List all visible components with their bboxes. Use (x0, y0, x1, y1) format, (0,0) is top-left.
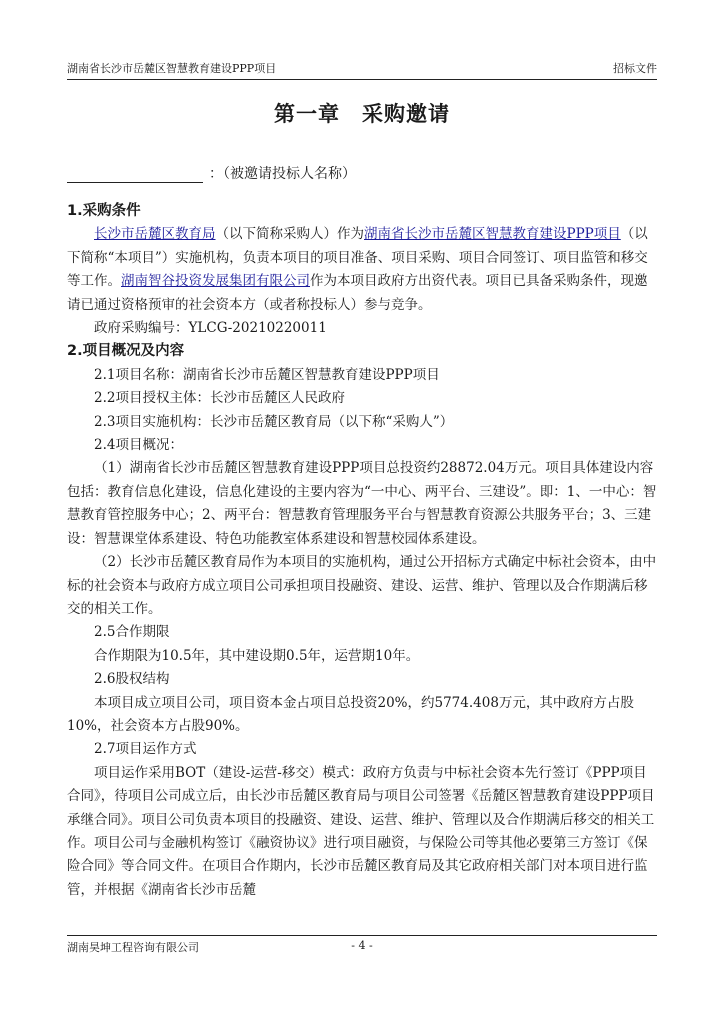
purchaser-name: 长沙市岳麓区教育局 (94, 226, 216, 243)
item-2-6: 2.6股权结构 (94, 671, 170, 688)
section-1-paragraph (67, 223, 657, 317)
text-run: 作为本项目政府方出资代表。项目已具备采购条件，现邀请已通过资格预审的社会资本方（或者称投标人）参与竞争。 (67, 273, 648, 313)
page-header (67, 58, 657, 80)
page-number: - 4 - (351, 939, 373, 952)
item-2-2: 2.2项目授权主体：长沙市岳麓区人民政府 (94, 390, 345, 407)
project-name-link: 湖南省长沙市岳麓区智慧教育建设PPP项目 (364, 226, 621, 243)
invitee-blank (67, 166, 203, 183)
item-2-7-para: 项目运作采用BOT（建设-运营-移交）模式：政府方负责与中标社会资本先行签订《PPP项目合同》，待项目公司成立后，由长沙市岳麓区教育局与项目公司签署《岳麓区智慧教育建设PPP项目承继合同》。项目公司负责本项目的投融资、建设、运营、维护、管理以及合作期满后移交的相关工作。项目公司与金融机构签订《融资协议》进行项目融资，与保险公司等其他必要第三方签订《保险合同》等合同文件。在项目合作期内，长沙市岳麓区教育局及其它政府相关部门对本项目进行监管，并根据《湖南省长沙市岳麓 (67, 764, 655, 898)
header-project-name: 湖南省长沙市岳麓区智慧教育建设PPP项目 (67, 62, 277, 75)
item-2-7: 2.7项目运作方式 (94, 741, 197, 758)
invitee-line (67, 163, 356, 183)
item-2-5-para: 合作期限为10.5年，其中建设期0.5年，运营期10年。 (94, 647, 420, 664)
page-footer (67, 935, 657, 955)
item-2-4: 2.4项目概况： (94, 437, 183, 454)
header-doc-type: 招标文件 (613, 62, 657, 75)
item-2-1: 2.1项目名称：湖南省长沙市岳麓区智慧教育建设PPP项目 (94, 366, 440, 383)
footer-company: 湖南昊坤工程咨询有限公司 (67, 941, 199, 954)
document-body (67, 200, 657, 902)
text-run: （以下简称采购人）作为 (215, 226, 364, 243)
item-2-4-para-1: （1）湖南省长沙市岳麓区智慧教育建设PPP项目总投资约28872.04万元。项目具体建设内容包括：教育信息化建设，信息化建设的主要内容为“一中心、两平台、三建设”。即：1、一中心：智慧教育管控服务中心；2、两平台：智慧教育管理服务平台与智慧教育资源公共服务平台；3、三建设：智慧课堂体系建设、特色功能教室体系建设和智慧校园体系建设。 (67, 460, 657, 547)
chapter-title: 第一章 采购邀请 (274, 101, 450, 126)
item-2-3: 2.3项目实施机构：长沙市岳麓区教育局（以下称“采购人”） (94, 413, 454, 430)
investor-name: 湖南智谷投资发展集团有限公司 (121, 273, 310, 290)
procurement-number: 政府采购编号：YLCG-20210220011 (94, 320, 327, 337)
item-2-6-para: 本项目成立项目公司，项目资本金占项目总投资20%，约5774.408万元，其中政府方占股10%，社会资本方占股90%。 (67, 694, 634, 734)
section-1-heading: 1.采购条件 (67, 203, 141, 219)
text-run: （以下简称“本项目”）实施机构，负责本项目的项目准备、项目采购、项目合同签订、项目监管和移交等工作。 (67, 226, 648, 290)
item-2-5: 2.5合作期限 (94, 624, 170, 641)
item-2-4-para-2: （2）长沙市岳麓区教育局作为本项目的实施机构，通过公开招标方式确定中标社会资本，由中标的社会资本与政府方成立项目公司承担项目投融资、建设、运营、维护、管理以及合作期满后移交的相关工作。 (67, 554, 657, 617)
invitee-label: ：（被邀请投标人名称） (209, 166, 356, 182)
section-2-heading: 2.项目概况及内容 (67, 343, 185, 360)
